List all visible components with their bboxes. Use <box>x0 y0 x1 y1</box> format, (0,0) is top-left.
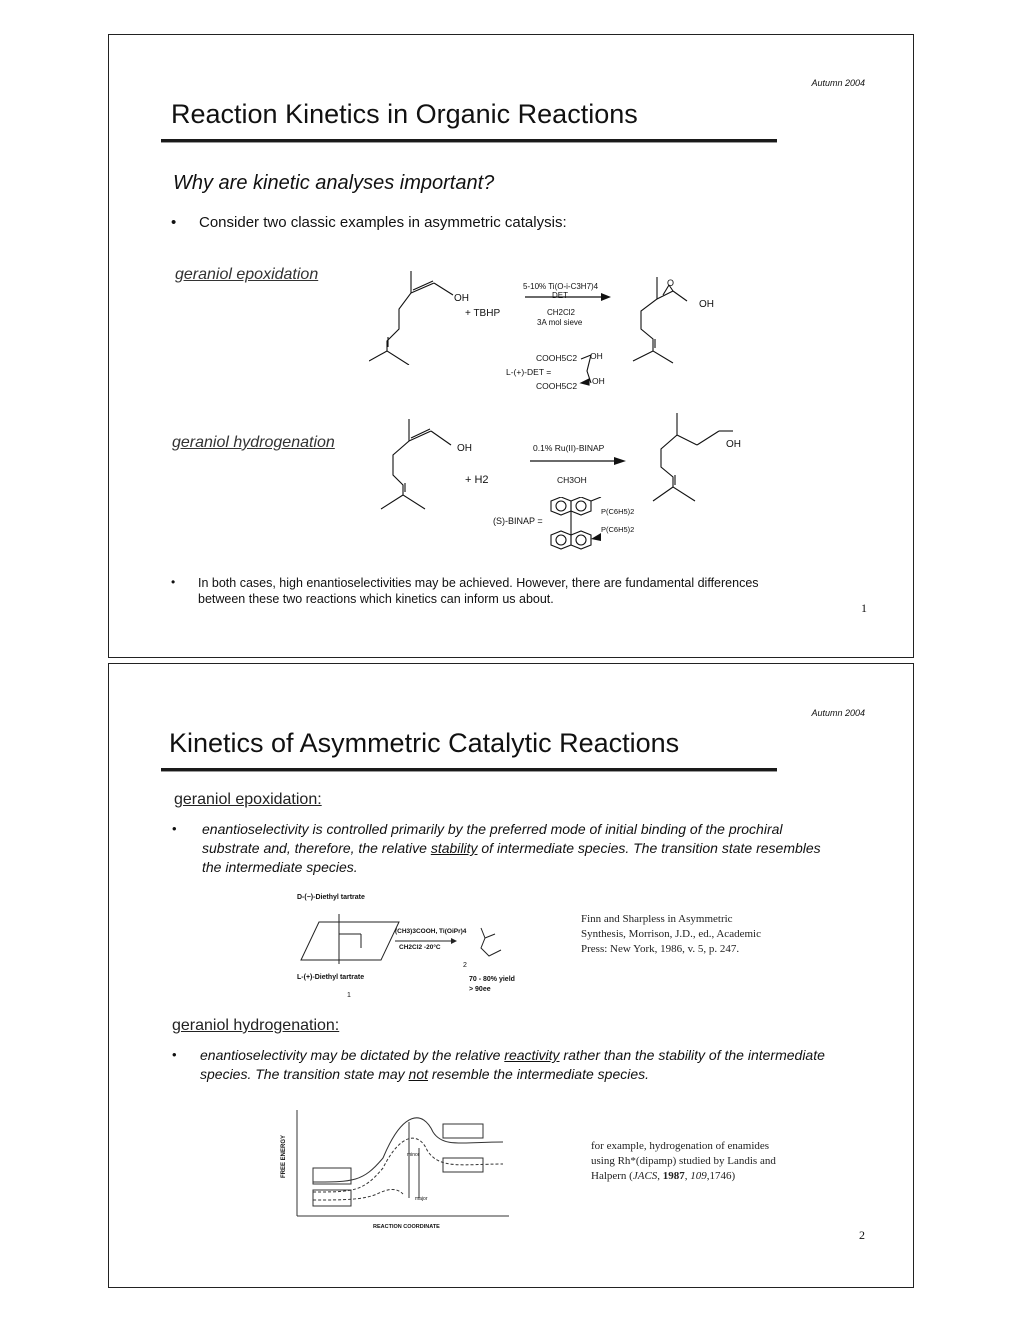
epoxidation-label: geraniol epoxidation <box>175 266 319 283</box>
energy-ylabel: FREE ENERGY <box>281 1134 287 1178</box>
energy-diagram <box>283 1108 509 1234</box>
bullet-mark-2: • <box>171 575 176 589</box>
not-term: not <box>408 1066 429 1082</box>
hydro-plus-h2: + H2 <box>465 474 489 486</box>
slide-date: Autumn 2004 <box>811 708 865 718</box>
binap-p2: P(C6H5)2 <box>601 525 635 534</box>
binap-p1: P(C6H5)2 <box>601 507 635 516</box>
det-top: COOH5C2 <box>536 353 578 363</box>
title-rule <box>161 768 777 772</box>
hydro-arrow <box>530 456 626 466</box>
section-label-epoxidation: geraniol epoxidation: <box>174 791 322 808</box>
binap-structure <box>541 497 607 557</box>
page-number: 2 <box>859 1228 865 1242</box>
section-label-hydrogenation: geraniol hydrogenation: <box>172 1017 340 1034</box>
det-oh-2: OH <box>592 376 605 386</box>
slide-title: Reaction Kinetics in Organic Reactions <box>171 99 638 129</box>
scheme-top-label: D-(−)-Diethyl tartrate <box>297 894 365 901</box>
bullet-mark: • <box>172 1047 177 1062</box>
det-bottom: COOH5C2 <box>536 381 578 391</box>
binap-label: (S)-BINAP = <box>493 516 543 526</box>
energy-xlabel: REACTION COORDINATE <box>373 1224 440 1230</box>
epox-arrow <box>525 292 611 302</box>
epox-ligand: DET <box>552 291 568 300</box>
hydro-reactant-oh: OH <box>457 443 472 454</box>
epoxide-product-structure <box>629 273 729 365</box>
hydrogenation-label: geraniol hydrogenation <box>172 434 335 451</box>
epox-reactant-oh: OH <box>454 293 469 304</box>
hydro-product-structure <box>649 411 749 511</box>
slide-date: Autumn 2004 <box>811 78 865 88</box>
hydro-catalyst: 0.1% Ru(II)-BINAP <box>533 443 605 453</box>
det-oh-1: OH <box>590 351 603 361</box>
energy-curves <box>293 1108 509 1220</box>
scheme-cond: CH2Cl2 -20°C <box>399 944 441 951</box>
scheme-num-1: 1 <box>347 992 351 999</box>
scheme-yield: 70 - 80% yield <box>469 976 515 983</box>
det-label: L-(+)-DET = <box>506 367 552 377</box>
slide-1 <box>108 34 914 658</box>
bullet-text: Consider two classic examples in asymmetric catalysis: <box>199 214 567 231</box>
scheme-plane <box>299 904 439 968</box>
section-text-hydrogenation: enantioselectivity may be dictated by the relative reactivity rather than the stability of the intermediate species. The transition state may not resemble the intermediate species. <box>200 1047 825 1082</box>
slide-2 <box>108 663 914 1288</box>
hydro-solvent: CH3OH <box>557 475 587 485</box>
scheme-reagent: (CH3)3COOH, Ti(OiPr)4 <box>395 928 467 935</box>
scheme-num-2: 2 <box>463 962 467 969</box>
citation-sharpless: Finn and Sharpless in Asymmetric Synthesis, Morrison, J.D., ed., Academic Press: New York, 1986, v. 5, p. 247. <box>581 913 761 955</box>
page-number: 1 <box>861 601 867 615</box>
slide-title: Kinetics of Asymmetric Catalytic Reactions <box>169 728 680 758</box>
scheme-product <box>471 924 521 964</box>
det-backbone <box>579 353 595 387</box>
sharpless-scheme <box>295 892 545 1004</box>
epox-catalyst: 5-10% Ti(O-i-C3H7)4 <box>523 282 599 291</box>
title-rule <box>161 139 777 143</box>
epox-additive: 3A mol sieve <box>537 318 583 327</box>
stability-term: stability <box>430 840 478 856</box>
geraniol-structure-2 <box>379 417 469 517</box>
bullet-mark: • <box>171 214 177 231</box>
epox-product-o: O <box>667 278 675 288</box>
bullet-text-2: In both cases, high enantioselectivities may be achieved. However, there are fundamental differences between these two reactions which kinetics can inform us about. <box>198 576 759 606</box>
bullet-mark: • <box>172 821 177 836</box>
epox-solvent: CH2Cl2 <box>547 308 576 317</box>
epox-product-oh: OH <box>699 299 714 310</box>
energy-major: major <box>415 1196 428 1202</box>
hydro-product-oh: OH <box>726 439 741 450</box>
citation-halpern: for example, hydrogenation of enamides using Rh*(dipamp) studied by Landis and Halpern (JACS, 1987, 109,1746) <box>591 1140 776 1182</box>
epox-plus-tbhp: + TBHP <box>465 308 501 319</box>
section-text-epoxidation: enantioselectivity is controlled primarily by the preferred mode of initial binding of the prochiral substrate and, therefore, the relative stability of intermediate species. The transition state resembles the intermediate species. <box>202 821 821 875</box>
energy-minor: minor <box>407 1152 420 1158</box>
scheme-ee: > 90ee <box>469 986 491 993</box>
reactivity-term: reactivity <box>504 1047 560 1063</box>
scheme-bottom-label: L-(+)-Diethyl tartrate <box>297 974 365 981</box>
slide-subtitle: Why are kinetic analyses important? <box>173 172 495 194</box>
